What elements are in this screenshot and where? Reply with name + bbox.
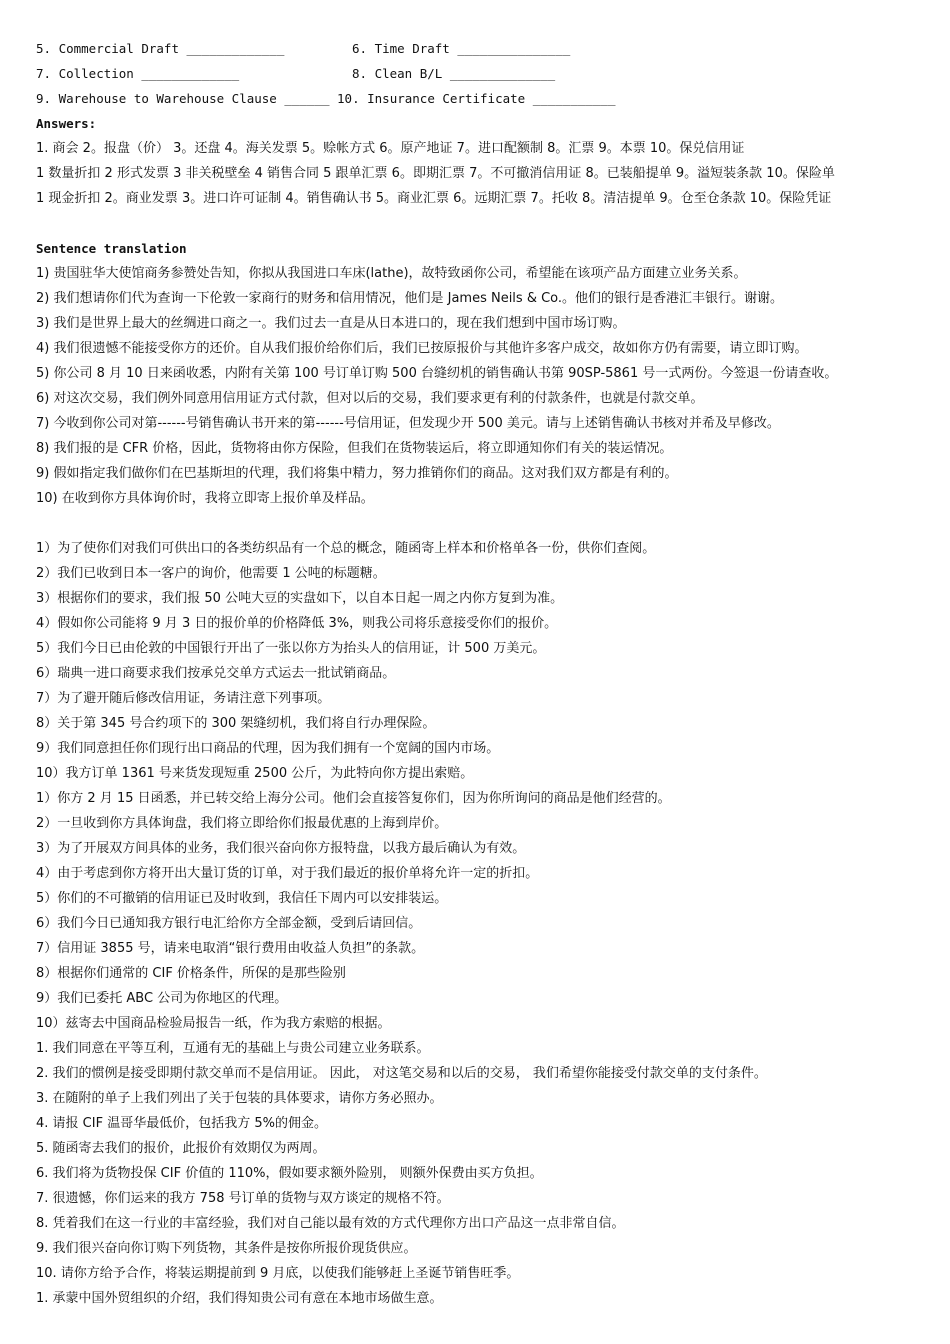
translation-item: 10. 请你方给予合作，将装运期提前到 9 月底，以使我们能够赶上圣诞节销售旺季。 [36,1266,520,1281]
translation-item: 9) 假如指定我们做你们在巴基斯坦的代理，我们将集中精力，努力推销你们的商品。这对我们双方都是有利的。 [36,466,678,481]
answer-line: 1 现金折扣 2。商业发票 3。进口许可证制 4。销售确认书 5。商业汇票 6。远期汇票 7。托收 8。清洁提单 9。仓至仓条款 10。保险凭证 [36,191,832,206]
translation-item: 2) 我们想请你们代为查询一下伦敦一家商行的财务和信用情况，他们是 James Neils & Co.。他们的银行是香港汇丰银行。谢谢。 [36,291,784,306]
translation-item: 7. 很遗憾，你们运来的我方 758 号订单的货物与双方谈定的规格不符。 [36,1191,450,1206]
translation-item: 9. 我们很兴奋向你订购下列货物，其条件是按你所报价现货供应。 [36,1241,417,1256]
translation-item: 7）信用证 3855 号，请来电取消“银行费用由收益人负担”的条款。 [36,941,425,956]
sentence-translation-heading: Sentence translation [36,241,187,256]
exercise-row: 9. Warehouse to Warehouse Clause ______ 10. Insurance Certificate ___________ [36,91,616,106]
answer-line: 1 数量折扣 2 形式发票 3 非关税壁垒 4 销售合同 5 跟单汇票 6。即期汇票 7。不可撤消信用证 8。已装船提单 9。溢短装条款 10。保险单 [36,166,835,181]
translation-item: 2. 我们的惯例是接受即期付款交单而不是信用证。 因此， 对这笔交易和以后的交易， 我们希望你能接受付款交单的支付条件。 [36,1066,767,1081]
exercise-row [36,40,920,58]
translation-item: 5）我们今日已由伦敦的中国银行开出了一张以你方为抬头人的信用证，计 500 万美元。 [36,641,546,656]
translation-item: 3. 在随附的单子上我们列出了关于包装的具体要求，请你方务必照办。 [36,1091,443,1106]
translation-item: 8. 凭着我们在这一行业的丰富经验，我们对自己能以最有效的方式代理你方出口产品这一点非常自信。 [36,1216,625,1231]
translation-item: 1) 贵国驻华大使馆商务参赞处告知，你拟从我国进口车床(lathe)，故特致函你公司，希望能在该项产品方面建立业务关系。 [36,266,747,281]
translation-item: 9）我们同意担任你们现行出口商品的代理，因为我们拥有一个宽阔的国内市场。 [36,741,500,756]
translation-item: 1. 承蒙中国外贸组织的介绍，我们得知贵公司有意在本地市场做生意。 [36,1291,443,1306]
translation-item: 2）我们已收到日本一客户的询价，他需要 1 公吨的标题糖。 [36,566,386,581]
translation-item: 8) 我们报的是 CFR 价格，因此，货物将由你方保险，但我们在货物装运后，将立即通知你们有关的装运情况。 [36,441,673,456]
translation-item: 4) 我们很遗憾不能接受你方的还价。自从我们报价给你们后，我们已按原报价与其他许多客户成交，故如你方仍有需要，请立即订购。 [36,341,808,356]
translation-item: 2）一旦收到你方具体询盘，我们将立即给你们报最优惠的上海到岸价。 [36,816,448,831]
translation-item: 3) 我们是世界上最大的丝绸进口商之一。我们过去一直是从日本进口的，现在我们想到中国市场订购。 [36,316,626,331]
translation-item: 3）根据你们的要求，我们报 50 公吨大豆的实盘如下，以自本日起一周之内你方复到为准。 [36,591,564,606]
translation-item: 1）你方 2 月 15 日函悉，并已转交给上海分公司。他们会直接答复你们，因为你所询问的商品是他们经营的。 [36,791,671,806]
translation-item: 4）假如你公司能将 9 月 3 日的报价单的价格降低 3%，则我公司将乐意接受你们的报价。 [36,616,558,631]
translation-item: 8）关于第 345 号合约项下的 300 架缝纫机，我们将自行办理保险。 [36,716,436,731]
translation-item: 1. 我们同意在平等互利，互通有无的基础上与贵公司建立业务联系。 [36,1041,430,1056]
exercise-item: 7. Collection _____________ [36,66,240,81]
translation-item: 10）兹寄去中国商品检验局报告一纸，作为我方索赔的根据。 [36,1016,391,1031]
translation-item: 3）为了开展双方间具体的业务，我们很兴奋向你方报特盘，以我方最后确认为有效。 [36,841,526,856]
answer-line: 1. 商会 2。报盘（价） 3。还盘 4。海关发票 5。赊帐方式 6。原产地证 7。进口配额制 8。汇票 9。本票 10。保兑信用证 [36,141,745,156]
translation-item: 6. 我们将为货物投保 CIF 价值的 110%，假如要求额外险别， 则额外保费由买方负担。 [36,1166,543,1181]
translation-item: 4. 请报 CIF 温哥华最低价，包括我方 5%的佣金。 [36,1116,327,1131]
answers-heading: Answers: [36,116,97,131]
translation-item: 5）你们的不可撤销的信用证已及时收到，我信任下周内可以安排装运。 [36,891,448,906]
exercise-item: 8. Clean B/L ______________ [352,66,556,81]
translation-item: 6) 对这次交易，我们例外同意用信用证方式付款，但对以后的交易，我们要求更有利的付款条件，也就是付款交单。 [36,391,704,406]
exercise-item: 5. Commercial Draft _____________ [36,41,285,56]
exercise-item: 6. Time Draft _______________ [352,41,571,56]
translation-item: 10）我方订单 1361 号来货发现短重 2500 公斤，为此特向你方提出索赔。 [36,766,474,781]
translation-item: 5) 你公司 8 月 10 日来函收悉，内附有关第 100 号订单订购 500 台缝纫机的销售确认书第 90SP-5861 号一式两份。今签退一份请查收。 [36,366,838,381]
translation-item: 7) 今收到你公司对第------号销售确认书开来的第------号信用证，但发现少开 500 美元。请与上述销售确认书核对并希及早修改。 [36,416,780,431]
translation-item: 10) 在收到你方具体询价时，我将立即寄上报价单及样品。 [36,491,374,506]
translation-item: 8）根据你们通常的 CIF 价格条件，所保的是那些险别 [36,966,346,981]
exercise-row [36,65,920,83]
translation-item: 9）我们已委托 ABC 公司为你地区的代理。 [36,991,288,1006]
translation-item: 7）为了避开随后修改信用证，务请注意下列事项。 [36,691,331,706]
translation-item: 6）我们今日已通知我方银行电汇给你方全部金额，受到后请回信。 [36,916,422,931]
translation-item: 1）为了使你们对我们可供出口的各类纺织品有一个总的概念，随函寄上样本和价格单各一份，供你们查阅。 [36,541,656,556]
translation-item: 5. 随函寄去我们的报价，此报价有效期仅为两周。 [36,1141,326,1156]
translation-item: 4）由于考虑到你方将开出大量订货的订单，对于我们最近的报价单将允许一定的折扣。 [36,866,539,881]
translation-item: 6）瑞典一进口商要求我们按承兑交单方式运去一批试销商品。 [36,666,396,681]
